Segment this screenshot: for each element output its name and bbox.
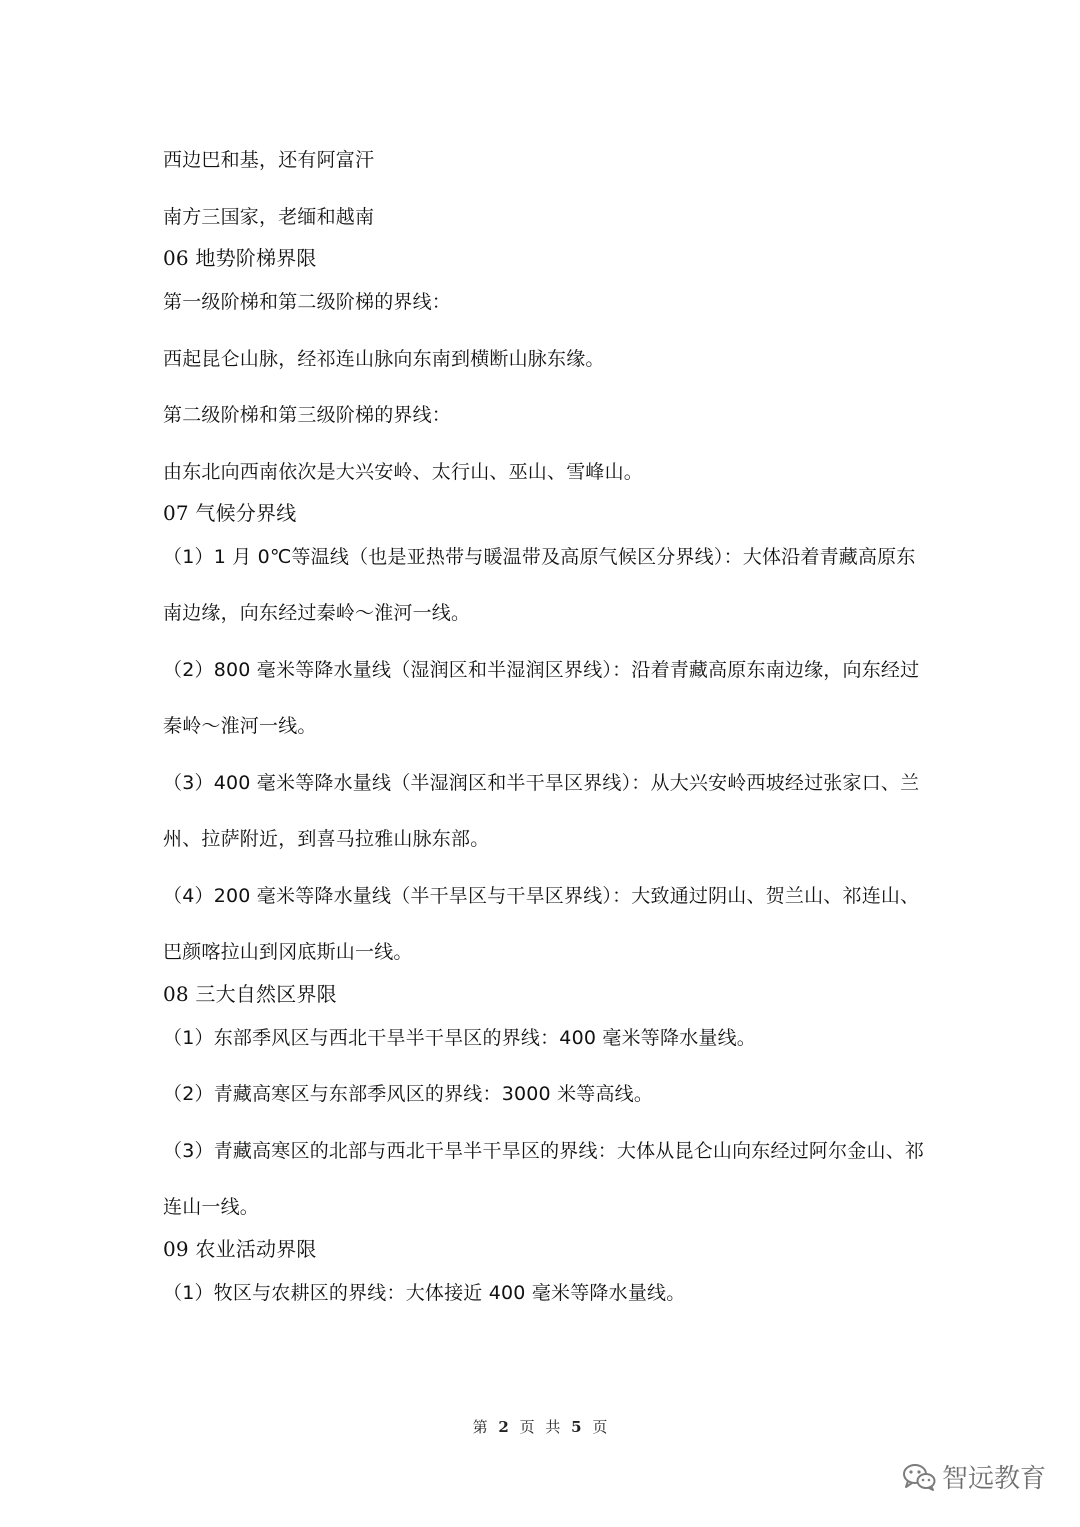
total-page-number: 5 bbox=[571, 1418, 582, 1436]
text-line: 州、拉萨附近，到喜马拉雅山脉东部。 bbox=[163, 828, 490, 850]
text-line: 巴颜喀拉山到冈底斯山一线。 bbox=[163, 941, 413, 963]
text-line: （3）400 毫米等降水量线（半湿润区和半干旱区界线）：从大兴安岭西坡经过张家口、兰 bbox=[163, 772, 920, 794]
watermark bbox=[902, 1458, 1046, 1495]
current-page-number: 2 bbox=[498, 1418, 509, 1436]
text-line: 西边巴和基，还有阿富汗 bbox=[163, 149, 375, 171]
text-line: 南边缘，向东经过秦岭～淮河一线。 bbox=[163, 602, 471, 624]
text-line: （1）牧区与农耕区的界线：大体接近 400 毫米等降水量线。 bbox=[163, 1282, 686, 1304]
text-line: 连山一线。 bbox=[163, 1196, 260, 1218]
footer-suffix: 页 bbox=[592, 1418, 608, 1436]
text-line: 西起昆仑山脉，经祁连山脉向东南到横断山脉东缘。 bbox=[163, 348, 605, 370]
section-heading: 09 农业活动界限 bbox=[163, 1237, 317, 1261]
text-line: 第一级阶梯和第二级阶梯的界线： bbox=[163, 291, 452, 313]
text-line: （1）1 月 0℃等温线（也是亚热带与暖温带及高原气候区分界线）：大体沿着青藏高原东 bbox=[163, 546, 916, 568]
text-line: （1）东部季风区与西北干旱半干旱区的界线：400 毫米等降水量线。 bbox=[163, 1027, 756, 1049]
text-line: 南方三国家，老缅和越南 bbox=[163, 206, 375, 228]
text-line: 秦岭～淮河一线。 bbox=[163, 715, 317, 737]
footer-prefix: 第 bbox=[472, 1418, 488, 1436]
text-line: （2）800 毫米等降水量线（湿润区和半湿润区界线）：沿着青藏高原东南边缘，向东经过 bbox=[163, 659, 920, 681]
section-heading: 06 地势阶梯界限 bbox=[163, 246, 317, 270]
text-line: （2）青藏高寒区与东部季风区的界线：3000 米等高线。 bbox=[163, 1083, 654, 1105]
text-line: （4）200 毫米等降水量线（半干旱区与干旱区界线）：大致通过阴山、贺兰山、祁连山、 bbox=[163, 885, 920, 907]
text-line: （3）青藏高寒区的北部与西北干旱半干旱区的界线：大体从昆仑山向东经过阿尔金山、祁 bbox=[163, 1140, 925, 1162]
section-heading: 08 三大自然区界限 bbox=[163, 982, 337, 1006]
text-line: 第二级阶梯和第三级阶梯的界线： bbox=[163, 404, 452, 426]
watermark-text: 智远教育 bbox=[941, 1464, 1046, 1494]
footer-middle: 页 共 bbox=[519, 1418, 561, 1436]
wechat-icon bbox=[902, 1462, 936, 1492]
section-heading: 07 气候分界线 bbox=[163, 501, 297, 525]
text-line: 由东北向西南依次是大兴安岭、太行山、巫山、雪峰山。 bbox=[163, 461, 644, 483]
page-number-footer bbox=[0, 1417, 1080, 1437]
